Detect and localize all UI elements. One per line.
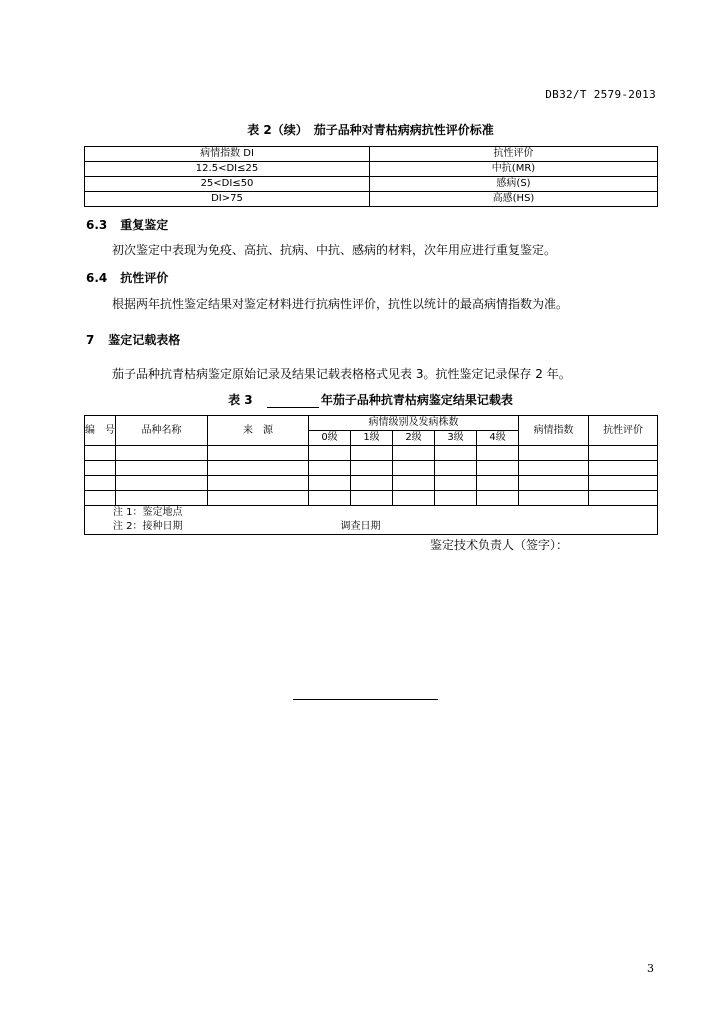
table-row — [85, 192, 658, 207]
table-cell: DI>75 — [85, 192, 370, 207]
sowing-date-label: 注 2：接种日期 — [113, 521, 183, 532]
results-record-table — [84, 415, 658, 535]
header-grade-4: 4级 — [477, 431, 519, 446]
table-header-row — [85, 147, 658, 162]
header-grade-3: 3级 — [435, 431, 477, 446]
table-row — [85, 491, 658, 506]
section-6-4-heading — [86, 269, 168, 286]
header-source: 来 源 — [208, 416, 309, 446]
section-7-text: 茄子品种抗青枯病鉴定原始记录及结果记载表格格式见表 3。抗性鉴定记录保存 2 年。 — [112, 367, 571, 381]
section-title: 鉴定记载表格 — [108, 333, 181, 347]
document-code: DB32/T 2579-2013 — [545, 88, 656, 101]
table-row — [85, 162, 658, 177]
section-7-heading — [86, 331, 180, 348]
table-header-row — [85, 416, 658, 431]
year-blank — [267, 397, 319, 408]
header-grade-1: 1级 — [351, 431, 393, 446]
table-cell: 25<DI≤50 — [85, 177, 370, 192]
section-number: 7 — [86, 333, 95, 347]
note-row — [85, 520, 658, 535]
header-disease-index: 病情指数 — [519, 416, 589, 446]
section-title: 重复鉴定 — [120, 218, 169, 232]
table3-caption — [84, 391, 657, 408]
header-disease-grade: 病情级别及发病株数 — [309, 416, 519, 431]
section-number: 6.4 — [86, 271, 108, 285]
section-6-4-text: 根据两年抗性鉴定结果对鉴定材料进行抗病性评价，抗性以统计的最高病情指数为准。 — [112, 297, 569, 311]
resistance-criteria-table — [84, 146, 658, 207]
note-1: 注 1：鉴定地点 — [85, 506, 658, 521]
table-cell: 高感(HS) — [370, 192, 658, 207]
header-eval: 抗性评价 — [370, 147, 658, 162]
table2-caption: 表 2（续） 茄子品种对青枯病病抗性评价标准 — [247, 123, 494, 137]
section-6-3-heading — [86, 216, 168, 233]
table3-caption-prefix: 表 3 — [228, 393, 253, 407]
table-row — [85, 461, 658, 476]
table-row — [85, 177, 658, 192]
survey-date-label: 调查日期 — [340, 521, 381, 532]
table3-caption-suffix: 年茄子品种抗青枯病鉴定结果记载表 — [320, 393, 513, 407]
section-6-3-text: 初次鉴定中表现为免疫、高抗、抗病、中抗、感病的材料，次年用应进行重复鉴定。 — [112, 243, 557, 257]
table-cell: 12.5<DI≤25 — [85, 162, 370, 177]
header-resistance-eval: 抗性评价 — [589, 416, 658, 446]
signature-line: 鉴定技术负责人（签字）： — [430, 538, 569, 552]
table-row — [85, 446, 658, 461]
section-title: 抗性评价 — [120, 271, 169, 285]
page-number: 3 — [647, 962, 654, 975]
header-grade-0: 0级 — [309, 431, 351, 446]
header-variety: 品种名称 — [116, 416, 208, 446]
note-row — [85, 506, 658, 521]
section-number: 6.3 — [86, 218, 108, 232]
note-2 — [85, 520, 658, 535]
end-rule — [293, 699, 438, 700]
table-row — [85, 476, 658, 491]
table-cell: 感病(S) — [370, 177, 658, 192]
header-di: 病情指数 DI — [85, 147, 370, 162]
header-grade-2: 2级 — [393, 431, 435, 446]
table-cell: 中抗(MR) — [370, 162, 658, 177]
header-number: 编 号 — [85, 416, 116, 446]
